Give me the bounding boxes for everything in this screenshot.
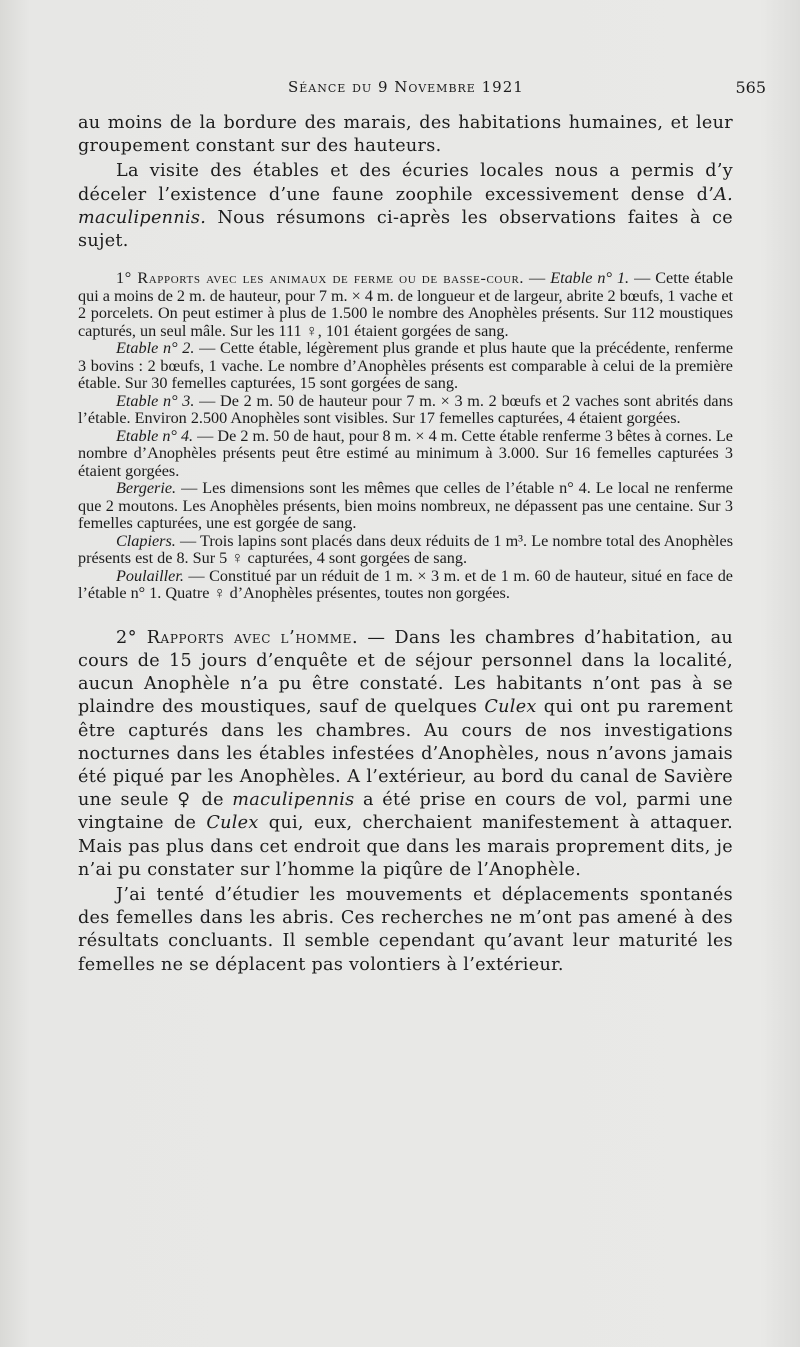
etable-4-text: — De 2 m. 50 de haut, pour 8 m. × 4 m. Cette étable renferme 3 bêtes à cornes. Le nombre d’Anophèles présents peut être estimé au minimum à 3.000. Sur 16 femelles capturées 3 étaient gorgées. xyxy=(78,426,733,480)
paragraph-visite xyxy=(78,160,733,253)
etable-3-label: Etable n° 3. xyxy=(116,391,195,410)
dash: — xyxy=(524,269,551,288)
clapiers-label: Clapiers. xyxy=(116,531,176,550)
etable-2-paragraph xyxy=(78,340,733,393)
paragraph-final xyxy=(78,884,733,977)
bergerie-text: — Les dimensions sont les mêmes que celles de l’étable n° 4. Le local ne renferme que 2 moutons. Les Anophèles présents, bien moins nombreux, ne dépassent pas une centaine. Sur 3 femelles capturées, une est gorgée de sang. xyxy=(78,479,733,533)
poulailler-text: — Constitué par un réduit de 1 m. × 3 m. et de 1 m. 60 de hauteur, situé en face de l’étable n° 1. Quatre ♀ d’Anophèles présentes, toutes non gorgées. xyxy=(78,566,733,603)
etable-1-label: Etable n° 1. xyxy=(550,269,630,288)
species-name: maculipennis xyxy=(232,790,355,811)
body-text xyxy=(78,112,733,977)
poulailler-paragraph xyxy=(78,568,733,603)
etable-1-text: — Cette étable qui a moins de 2 m. de hauteur, pour 7 m. × 4 m. de longueur et de largeur, abrite 2 bœufs, 1 vache et 2 porcelets. On peut estimer à plus de 1.500 le nombre des Anophèles présents. Sur 112 moustiques capturés, un seul mâle. Sur les 111 ♀, 101 étaient gorgées de sang. xyxy=(78,269,734,340)
page-header xyxy=(0,78,800,100)
paragraph-text: La visite des étables et des écuries locales nous a permis d’y déceler l’existence d’une faune zoophile excessivement dense d’ xyxy=(78,161,733,205)
etable-3-paragraph xyxy=(78,393,733,428)
paragraph-text: au moins de la bordure des marais, des habitations humaines, et leur groupement constant sur des hauteurs. xyxy=(78,113,733,157)
section-2-heading: 2° Rapports avec l’homme. xyxy=(116,627,359,648)
paragraph-text: Nous résumons ci-après les observations faites à ce sujet. xyxy=(78,207,733,252)
paragraph-text: qui ont pu rarement être capturés dans les chambres. Au cours de nos investigations nocturnes dans les étables infestées d’Anophèles, nous n’avons jamais été piqué par les Anophèles. A l’extérieur, au bord du canal de Savière une seule ♀ de xyxy=(78,697,733,811)
paragraph-continuation xyxy=(78,112,733,158)
section-1-paragraph xyxy=(78,270,733,340)
poulailler-label: Poulailler. xyxy=(116,566,184,585)
clapiers-paragraph xyxy=(78,533,733,568)
species-name: Culex xyxy=(206,813,259,834)
page-number: 565 xyxy=(735,78,766,97)
etable-4-label: Etable n° 4. xyxy=(116,426,194,445)
paragraph-text: J’ai tenté d’étudier les mouvements et déplacements spontanés des femelles dans les abris. Ces recherches ne m’ont pas amené à des résultats concluants. Il semble cependant qu’avant leur maturité les femelles ne se déplacent pas volontiers à l’extérieur. xyxy=(78,884,733,975)
bergerie-paragraph xyxy=(78,480,733,533)
species-name: A. maculipennis. xyxy=(78,184,733,228)
paragraph-text: a été prise en cours de vol, parmi une vingtaine de xyxy=(78,790,733,834)
section-1-heading: 1° Rapports avec les animaux de ferme ou de basse-cour. xyxy=(116,269,525,288)
etable-4-paragraph xyxy=(78,428,733,481)
etable-2-label: Etable n° 2. xyxy=(116,339,195,358)
species-name: Culex xyxy=(484,697,537,718)
etable-3-text: — De 2 m. 50 de hauteur pour 7 m. × 3 m. 2 bœufs et 2 vaches sont abrités dans l’étable. Environ 2.500 Anophèles sont visibles. Sur 17 femelles capturées, 4 étaient gorgées. xyxy=(78,391,733,428)
section-2-paragraph xyxy=(78,627,733,882)
clapiers-text: — Trois lapins sont placés dans deux réduits de 1 m³. Le nombre total des Anophèles présents est de 8. Sur 5 ♀ capturées, 4 sont gorgées de sang. xyxy=(78,531,733,568)
paragraph-text: — Dans les chambres d’habitation, au cours de 15 jours d’enquête et de séjour personnel dans la localité, aucun Anophèle n’a pu être constaté. Les habitants n’ont pas à se plaindre des moustiques, sauf de quelques xyxy=(78,627,733,718)
bergerie-label: Bergerie. xyxy=(116,479,177,498)
running-title: Séance du 9 Novembre 1921 xyxy=(288,78,524,96)
etable-2-text: — Cette étable, légèrement plus grande et plus haute que la précédente, renferme 3 bovins : 2 bœufs, 1 vache. Le nombre d’Anophèles présents est comparable à celui de la première étable. Sur 30 femelles capturées, 15 sont gorgées de sang. xyxy=(78,339,734,393)
paragraph-text: qui, eux, cherchaient manifestement à attaquer. Mais pas plus dans cet endroit que dans les marais proprement dits, je n’ai pu constater sur l’homme la piqûre de l’Anophèle. xyxy=(78,813,734,880)
